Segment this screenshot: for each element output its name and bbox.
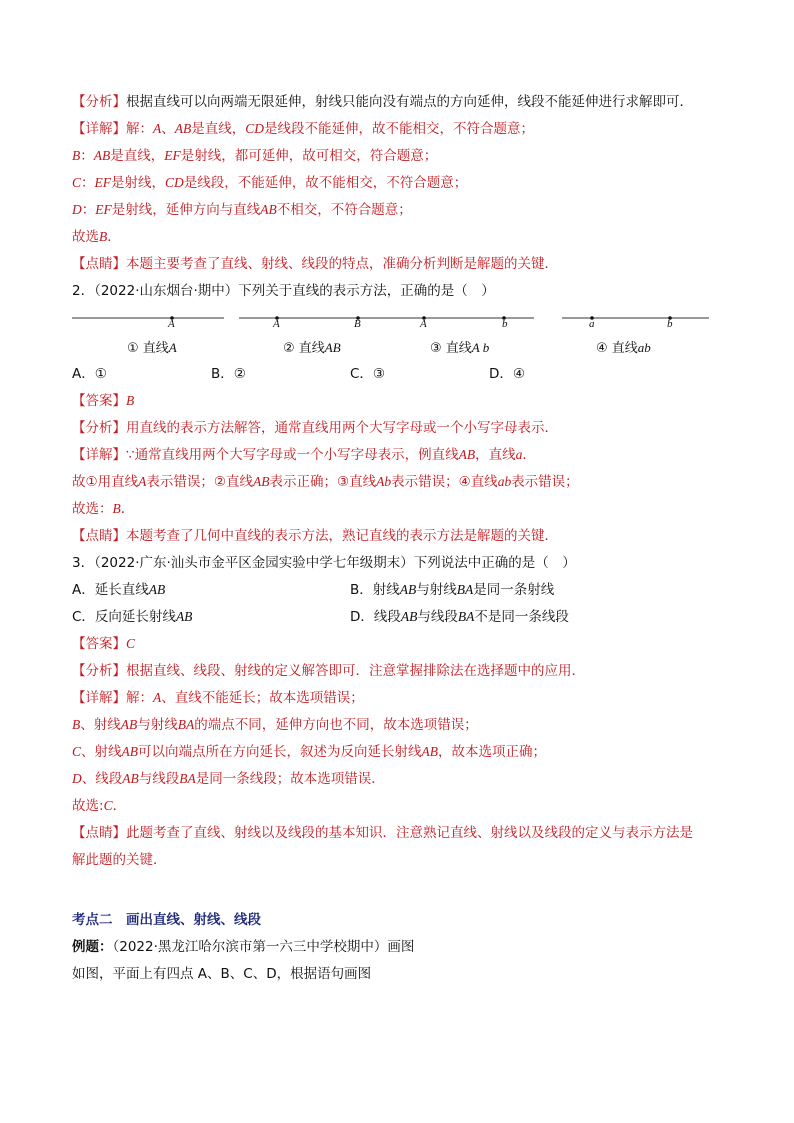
example-description: 如图，平面上有四点 A、B、C、D，根据语句画图 <box>72 966 372 982</box>
q3-comment-line-1: 【点睛】此题考查了直线、射线以及线段的基本知识．注意熟记直线、射线以及线段的定义与表示方法是 <box>72 825 693 841</box>
q2-answer: 【答案】B <box>72 393 135 409</box>
q2-options <box>72 364 722 384</box>
q3-detail-line-3: C、射线AB可以向端点所在方向延长，叙述为反向延长射线AB，故本选项正确； <box>72 744 547 760</box>
q3-stem: 3．（2022·广东·汕头市金平区金园实验中学七年级期末）下列说法中正确的是（ ） <box>72 555 576 571</box>
q3-options-row-2 <box>72 607 722 627</box>
q3-answer: 【答案】C <box>72 636 136 652</box>
fig2-point-b: B <box>354 318 361 330</box>
q2-analysis: 【分析】用直线的表示方法解答，通常直线用两个大写字母或一个小写字母表示． <box>72 420 558 436</box>
q3-options-row-1 <box>72 580 722 600</box>
q3-comment-line-2: 解此题的关键． <box>72 852 167 868</box>
q2-option-d: D．④ <box>489 366 525 382</box>
fig1-caption: ① 直线A <box>127 340 177 356</box>
q1-analysis <box>72 92 693 112</box>
q2-detail-line-2: 故①用直线A表示错误；②直线AB表示正确；③直线Ab表示错误；④直线ab表示错误； <box>72 474 579 490</box>
q2-option-a: A．① <box>72 366 107 382</box>
q1-detail-line-4: D：EF是射线，延伸方向与直线AB不相交，不符合题意； <box>72 202 412 218</box>
fig3-point-a: A <box>420 318 427 330</box>
q2-option-c: C．③ <box>350 366 386 382</box>
q1-detail-line-5: 故选B． <box>72 229 121 245</box>
q3-option-d: D．线段AB与线段BA不是同一条线段 <box>350 609 569 625</box>
q3-option-a: A．延长直线AB <box>72 582 166 598</box>
fig1-point-a: A <box>168 318 175 330</box>
q3-detail-line-4: D、线段AB与线段BA是同一条线段；故本选项错误． <box>72 771 385 787</box>
fig4-caption: ④ 直线ab <box>596 340 651 356</box>
fig3-caption: ③ 直线A b <box>430 340 490 356</box>
q2-comment: 【点睛】本题考查了几何中直线的表示方法，熟记直线的表示方法是解题的关键． <box>72 528 558 544</box>
q3-option-c: C．反向延长射线AB <box>72 609 193 625</box>
q2-detail-line-1: 【详解】∵通常直线用两个大写字母或一个小写字母表示，例直线AB，直线a． <box>72 447 536 463</box>
q3-detail-line-1: 【详解】解：A、直线不能延长；故本选项错误； <box>72 690 364 706</box>
q2-option-b: B．② <box>211 366 246 382</box>
analysis-tag: 【分析】 <box>72 94 126 110</box>
q1-detail-line-3: C：EF是射线，CD是线段，不能延伸，故不能相交，不符合题意； <box>72 175 468 191</box>
detail-tag: 【详解】 <box>72 121 126 137</box>
fig3-point-b: b <box>502 318 508 330</box>
q1-detail-line-1: 【详解】解：A、AB是直线，CD是线段不能延伸，故不能相交，不符合题意； <box>72 121 535 137</box>
fig4-point-a: a <box>589 318 595 330</box>
q2-line-figures <box>72 312 722 362</box>
fig2-point-a: A <box>273 318 280 330</box>
q1-comment: 【点睛】本题主要考查了直线、射线、线段的特点，准确分析判断是解题的关键． <box>72 256 558 272</box>
q1-detail-line-2: B：AB是直线，EF是射线，都可延伸，故可相交，符合题意； <box>72 148 438 164</box>
fig2-caption: ② 直线AB <box>283 340 341 356</box>
q3-analysis: 【分析】根据直线、线段、射线的定义解答即可．注意掌握排除法在选择题中的应用． <box>72 663 585 679</box>
q3-option-b: B．射线AB与射线BA是同一条射线 <box>350 582 555 598</box>
section-title: 考点二 画出直线、射线、线段 <box>72 912 261 928</box>
example-line: 例题：（2022·黑龙江哈尔滨市第一六三中学校期中）画图 <box>72 939 415 955</box>
q3-detail-line-2: B、射线AB与射线BA的端点不同，延伸方向也不同，故本选项错误； <box>72 717 478 733</box>
q2-stem: 2．（2022·山东烟台·期中）下列关于直线的表示方法，正确的是（ ） <box>72 283 495 299</box>
comment-tag: 【点睛】 <box>72 256 126 272</box>
fig4-point-b: b <box>667 318 673 330</box>
analysis-text: 根据直线可以向两端无限延伸，射线只能向没有端点的方向延伸，线段不能延伸进行求解即可． <box>126 94 693 110</box>
q2-detail-line-3: 故选：B． <box>72 501 135 517</box>
q3-detail-line-5: 故选:C． <box>72 798 127 814</box>
